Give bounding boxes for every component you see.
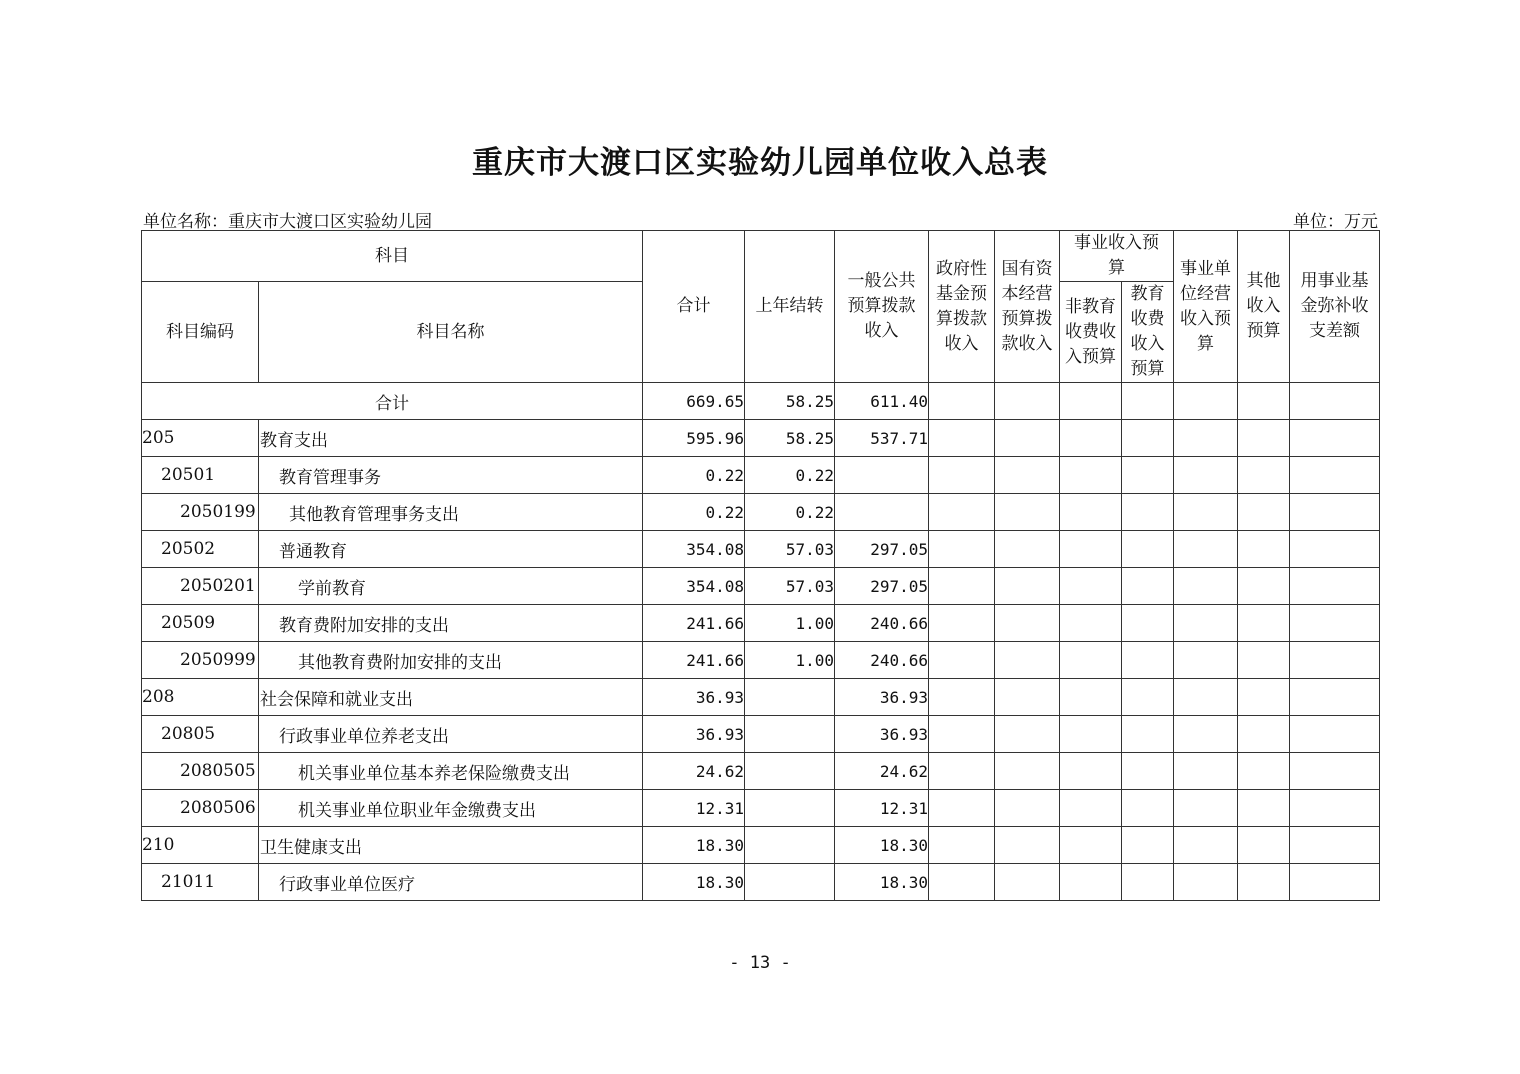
cell-general — [835, 494, 929, 531]
header-fund-makeup: 用事业基金弥补收支差额 — [1290, 231, 1380, 383]
cell-total: 18.30 — [643, 864, 745, 901]
cell-total: 24.62 — [643, 753, 745, 790]
cell-general: 297.05 — [835, 568, 929, 605]
cell-carryover: 58.25 — [745, 383, 835, 420]
cell-carryover: 58.25 — [745, 420, 835, 457]
cell-code: 208 — [142, 679, 259, 716]
cell-name: 机关事业单位职业年金缴费支出 — [259, 790, 643, 827]
cell-name: 行政事业单位医疗 — [259, 864, 643, 901]
cell-code: 2080505 — [142, 753, 259, 790]
header-business-income: 事业收入预算 — [1060, 231, 1174, 282]
header-carryover: 上年结转 — [745, 231, 835, 383]
cell-general: 18.30 — [835, 864, 929, 901]
header-gov-fund: 政府性基金预算拨款收入 — [929, 231, 995, 383]
table-row — [142, 790, 1380, 827]
cell-total: 12.31 — [643, 790, 745, 827]
table-row — [142, 494, 1380, 531]
cell-name: 其他教育管理事务支出 — [259, 494, 643, 531]
header-general-budget: 一般公共预算拨款收入 — [835, 231, 929, 383]
table-row — [142, 642, 1380, 679]
cell-name: 普通教育 — [259, 531, 643, 568]
cell-code: 20501 — [142, 457, 259, 494]
cell-total: 241.66 — [643, 605, 745, 642]
income-summary-table — [141, 230, 1380, 901]
cell-carryover — [745, 864, 835, 901]
header-operating-income: 事业单位经营收入预算 — [1174, 231, 1238, 383]
cell-total: 0.22 — [643, 494, 745, 531]
cell-general: 12.31 — [835, 790, 929, 827]
cell-total: 36.93 — [643, 716, 745, 753]
cell-name: 机关事业单位基本养老保险缴费支出 — [259, 753, 643, 790]
cell-code: 2080506 — [142, 790, 259, 827]
table-row — [142, 864, 1380, 901]
cell-carryover: 0.22 — [745, 457, 835, 494]
page-title: 重庆市大渡口区实验幼儿园单位收入总表 — [472, 145, 1048, 181]
cell-name: 教育费附加安排的支出 — [259, 605, 643, 642]
table-row — [142, 716, 1380, 753]
cell-general: 24.62 — [835, 753, 929, 790]
table-row — [142, 420, 1380, 457]
cell-general: 240.66 — [835, 642, 929, 679]
cell-carryover: 57.03 — [745, 531, 835, 568]
table-row — [142, 827, 1380, 864]
cell-general: 611.40 — [835, 383, 929, 420]
cell-name: 学前教育 — [259, 568, 643, 605]
header-name: 科目名称 — [259, 282, 643, 383]
page-number: - 13 - — [729, 953, 791, 973]
table-row — [142, 383, 1380, 420]
cell-carryover — [745, 790, 835, 827]
cell-total: 241.66 — [643, 642, 745, 679]
table-row — [142, 568, 1380, 605]
header-state-capital: 国有资本经营预算拨款收入 — [995, 231, 1060, 383]
cell-code: 20502 — [142, 531, 259, 568]
total-label: 合计 — [142, 383, 643, 420]
cell-carryover — [745, 827, 835, 864]
cell-name: 行政事业单位养老支出 — [259, 716, 643, 753]
cell-general: 36.93 — [835, 679, 929, 716]
cell-name: 卫生健康支出 — [259, 827, 643, 864]
cell-name: 教育管理事务 — [259, 457, 643, 494]
table-row — [142, 753, 1380, 790]
cell-general: 297.05 — [835, 531, 929, 568]
cell-code: 210 — [142, 827, 259, 864]
cell-code: 2050999 — [142, 642, 259, 679]
cell-total: 18.30 — [643, 827, 745, 864]
cell-carryover — [745, 753, 835, 790]
cell-carryover — [745, 679, 835, 716]
cell-general — [835, 457, 929, 494]
cell-carryover: 1.00 — [745, 605, 835, 642]
unit-label: 单位：万元 — [1293, 212, 1378, 232]
header-subject: 科目 — [142, 231, 643, 282]
cell-carryover — [745, 716, 835, 753]
cell-code: 21011 — [142, 864, 259, 901]
cell-total: 669.65 — [643, 383, 745, 420]
cell-general: 18.30 — [835, 827, 929, 864]
cell-total: 354.08 — [643, 568, 745, 605]
cell-code: 2050199 — [142, 494, 259, 531]
cell-name: 社会保障和就业支出 — [259, 679, 643, 716]
table-row — [142, 457, 1380, 494]
cell-name: 其他教育费附加安排的支出 — [259, 642, 643, 679]
cell-carryover: 57.03 — [745, 568, 835, 605]
cell-general: 537.71 — [835, 420, 929, 457]
cell-code: 20805 — [142, 716, 259, 753]
header-other-income: 其他收入预算 — [1238, 231, 1290, 383]
cell-name: 教育支出 — [259, 420, 643, 457]
cell-code: 20509 — [142, 605, 259, 642]
cell-carryover: 1.00 — [745, 642, 835, 679]
unit-name-label: 单位名称：重庆市大渡口区实验幼儿园 — [143, 212, 432, 232]
cell-total: 595.96 — [643, 420, 745, 457]
cell-general: 36.93 — [835, 716, 929, 753]
header-code: 科目编码 — [142, 282, 259, 383]
cell-total: 354.08 — [643, 531, 745, 568]
table-row — [142, 679, 1380, 716]
header-total: 合计 — [643, 231, 745, 383]
header-edu-fee: 教育收费收入预算 — [1122, 282, 1174, 383]
cell-total: 36.93 — [643, 679, 745, 716]
cell-carryover: 0.22 — [745, 494, 835, 531]
cell-general: 240.66 — [835, 605, 929, 642]
table-row — [142, 531, 1380, 568]
cell-total: 0.22 — [643, 457, 745, 494]
cell-code: 205 — [142, 420, 259, 457]
header-non-edu-fee: 非教育收费收入预算 — [1060, 282, 1122, 383]
cell-code: 2050201 — [142, 568, 259, 605]
table-row — [142, 605, 1380, 642]
